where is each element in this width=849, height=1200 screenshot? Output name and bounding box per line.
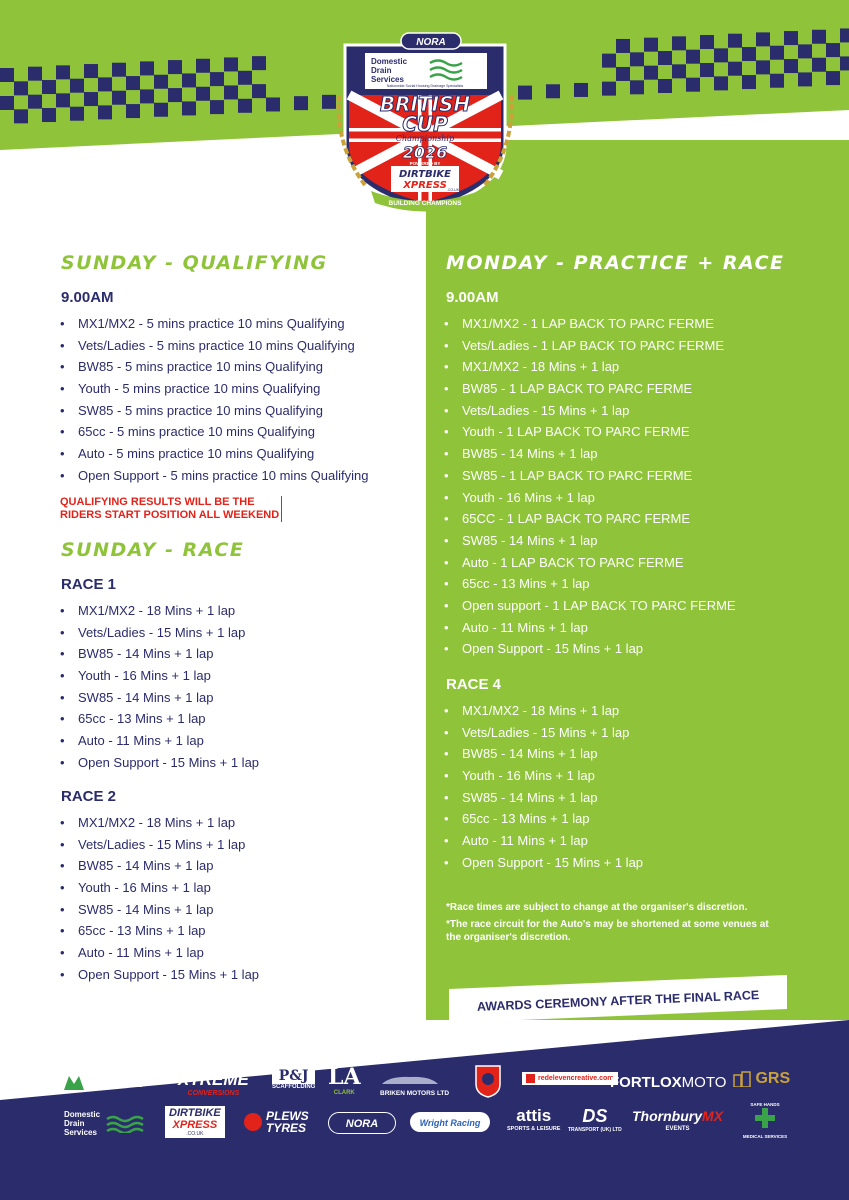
merlo-icon <box>64 1076 84 1090</box>
sponsor-dkt-crest <box>474 1064 502 1103</box>
medical-cross-icon <box>754 1107 776 1129</box>
list-item: • Auto - 11 Mins + 1 lap <box>60 730 259 752</box>
sunday-qualifying-time: 9.00AM <box>61 289 114 306</box>
race4-label: RACE 4 <box>446 676 502 693</box>
sponsor-domestic-drain <box>64 1110 144 1137</box>
sponsor-xtreme <box>178 1070 249 1097</box>
list-item: • SW85 - 14 Mins + 1 lap <box>60 687 259 709</box>
list-item: • Vets/Ladies - 15 Mins + 1 lap <box>60 834 259 856</box>
logo-sponsor-line2: Drain <box>371 66 392 75</box>
pj-sub: SCAFFOLDING <box>272 1084 316 1090</box>
list-item: • Auto - 11 Mins + 1 lap <box>60 942 259 964</box>
briken-car-icon <box>380 1075 440 1085</box>
logo-sponsor-line1: Domestic <box>371 57 408 66</box>
checker-square <box>224 57 238 71</box>
sponsor-merlo <box>64 1074 146 1092</box>
sponsor-attis <box>507 1106 560 1132</box>
list-item: • SW85 - 14 Mins + 1 lap <box>444 787 643 809</box>
checker-square <box>126 104 140 118</box>
list-item: • BW85 - 1 LAP BACK TO PARC FERME <box>444 378 736 400</box>
checker-square <box>826 43 840 57</box>
sponsor-dirtbike-xpress <box>165 1106 225 1138</box>
logo-banner: BUILDING CHAMPIONS <box>388 200 462 207</box>
xtreme-sub: CONVERSIONS <box>187 1090 240 1097</box>
list-item: • Open Support - 15 Mins + 1 lap <box>60 752 259 774</box>
logo-championship: Championship <box>395 134 455 143</box>
dbx-dirtbike: DIRTBIKE <box>169 1107 221 1119</box>
sponsor-plews <box>244 1110 309 1134</box>
safe-hands-text: SAFE HANDS <box>750 1102 780 1107</box>
checker-square <box>126 76 140 90</box>
list-item: • MX1/MX2 - 18 Mins + 1 lap <box>444 356 736 378</box>
sponsor-la-clark <box>328 1064 361 1096</box>
nora-text: NORA <box>345 1118 379 1130</box>
checker-square <box>14 81 28 95</box>
checker-square <box>154 75 168 89</box>
logo-powered-by: POWERED BY <box>409 161 441 166</box>
checker-square <box>182 73 196 87</box>
dds-line1: Domestic <box>64 1110 101 1119</box>
dds-wave-icon <box>106 1115 144 1133</box>
list-item: • 65cc - 13 Mins + 1 lap <box>60 708 259 730</box>
fortlox-moto-text: MOTO <box>681 1074 727 1091</box>
awards-text: AWARDS CEREMONY AFTER THE FINAL RACE <box>476 988 760 1014</box>
list-item: • SW85 - 14 Mins + 1 lap <box>444 530 736 552</box>
checker-square <box>770 74 784 88</box>
la-text: LA <box>328 1064 361 1090</box>
list-item: • MX1/MX2 - 18 Mins + 1 lap <box>444 700 643 722</box>
checker-square <box>98 77 112 91</box>
list-item: • Open support - 1 LAP BACK TO PARC FERME <box>444 595 736 617</box>
list-item: • Vets/Ladies - 15 Mins + 1 lap <box>444 400 736 422</box>
thornbury-sub: EVENTS <box>665 1126 690 1132</box>
fortlox-text: FORTLOX <box>610 1074 682 1091</box>
checker-square <box>770 46 784 60</box>
list-item: • Youth - 5 mins practice 10 mins Qualifying <box>60 378 368 400</box>
race1-label: RACE 1 <box>61 576 117 593</box>
wright-text: Wright Racing <box>419 1118 481 1128</box>
sunday-qualifying-list <box>60 313 368 487</box>
checker-square <box>112 91 126 105</box>
sponsor-logos <box>0 1060 849 1200</box>
list-item: • Auto - 11 Mins + 1 lap <box>444 617 736 639</box>
list-item: • BW85 - 14 Mins + 1 lap <box>444 743 643 765</box>
checker-square <box>196 87 210 101</box>
logo-year: 2026 <box>402 143 448 162</box>
list-item: • Auto - 5 mins practice 10 mins Qualifying <box>60 443 368 465</box>
checker-square <box>686 78 700 92</box>
checker-square <box>784 59 798 73</box>
checker-square <box>784 31 798 45</box>
checker-square <box>182 101 196 115</box>
list-item: • MX1/MX2 - 1 LAP BACK TO PARC FERME <box>444 313 736 335</box>
list-item: • Youth - 1 LAP BACK TO PARC FERME <box>444 421 736 443</box>
list-item: • Vets/Ladies - 15 Mins + 1 lap <box>60 622 259 644</box>
logo-title-cup: CUP <box>402 112 448 136</box>
checker-square <box>84 64 98 78</box>
checker-square <box>140 89 154 103</box>
list-item: • 65cc - 13 Mins + 1 lap <box>60 920 259 942</box>
thornbury-text: Thornbury <box>632 1108 702 1124</box>
list-item: • MX1/MX2 - 18 Mins + 1 lap <box>60 600 259 622</box>
monday-list <box>444 313 736 660</box>
dbx-xpress: XPRESS <box>172 1119 218 1131</box>
sponsor-nora <box>328 1112 396 1134</box>
checker-square <box>0 96 14 110</box>
checker-square <box>728 62 742 76</box>
dds-line2: Drain <box>64 1119 85 1128</box>
checker-square <box>812 30 826 44</box>
checker-square <box>322 95 336 109</box>
qualifying-note-line2: RIDERS START POSITION ALL WEEKEND <box>60 509 280 521</box>
checker-square <box>616 67 630 81</box>
redeleven-icon <box>526 1074 535 1083</box>
list-item: • Youth - 16 Mins + 1 lap <box>444 765 643 787</box>
monday-title: MONDAY - PRACTICE + RACE <box>446 252 785 274</box>
checker-square <box>728 34 742 48</box>
race4-list <box>444 700 643 874</box>
checker-square <box>798 72 812 86</box>
checker-square <box>546 84 560 98</box>
list-item: • BW85 - 14 Mins + 1 lap <box>444 443 736 465</box>
grs-building-icon <box>733 1071 751 1087</box>
checker-square <box>98 105 112 119</box>
checker-square <box>112 63 126 77</box>
checker-square <box>42 80 56 94</box>
footnote-race-times: *Race times are subject to change at the organiser's discretion. <box>446 902 748 913</box>
list-item: • SW85 - 1 LAP BACK TO PARC FERME <box>444 465 736 487</box>
list-item: • 65cc - 13 Mins + 1 lap <box>444 808 643 830</box>
checker-square <box>798 44 812 58</box>
checker-square <box>294 96 308 110</box>
list-item: • Vets/Ladies - 5 mins practice 10 mins Qualifying <box>60 335 368 357</box>
pj-text: P&J <box>272 1068 315 1084</box>
checker-square <box>574 83 588 97</box>
footnote-auto-circuit: *The race circuit for the Auto's may be shortened at some venues at the organiser's discretion. <box>446 919 769 943</box>
list-item: • Youth - 16 Mins + 1 lap <box>444 487 736 509</box>
checker-square <box>238 71 252 85</box>
list-item: • BW85 - 5 mins practice 10 mins Qualifying <box>60 356 368 378</box>
list-item: • 65cc - 13 Mins + 1 lap <box>444 573 736 595</box>
checker-square <box>70 79 84 93</box>
ds-sub: TRANSPORT (UK) LTD <box>568 1127 622 1133</box>
sponsor-pj <box>272 1068 315 1090</box>
checker-square <box>658 51 672 65</box>
list-item: • Youth - 16 Mins + 1 lap <box>60 665 259 687</box>
checker-square <box>812 58 826 72</box>
checker-square <box>658 79 672 93</box>
monday-time: 9.00AM <box>446 289 499 306</box>
checker-square <box>644 38 658 52</box>
checker-square <box>210 100 224 114</box>
checker-square <box>742 75 756 89</box>
checker-square <box>518 86 532 100</box>
checker-square <box>266 97 280 111</box>
la-sub: CLARK <box>333 1090 355 1096</box>
qualifying-note <box>60 496 282 522</box>
list-item: • SW85 - 5 mins practice 10 mins Qualifying <box>60 400 368 422</box>
checker-square <box>714 48 728 62</box>
checker-square <box>840 56 849 70</box>
dds-line3: Services <box>64 1128 97 1137</box>
checker-square <box>602 54 616 68</box>
thornbury-mx-text: MX <box>702 1108 723 1124</box>
sponsor-briken <box>380 1072 449 1097</box>
checker-square <box>28 95 42 109</box>
list-item: • Open Support - 15 Mins + 1 lap <box>60 964 259 986</box>
list-item: • BW85 - 14 Mins + 1 lap <box>60 855 259 877</box>
checker-square <box>28 67 42 81</box>
logo-xpress: XPRESS <box>403 180 447 191</box>
merlo-text: MERLO <box>88 1074 147 1091</box>
race1-list <box>60 600 259 774</box>
logo-nora-text: NORA <box>416 37 446 48</box>
list-item: • MX1/MX2 - 18 Mins + 1 lap <box>60 812 259 834</box>
checker-square <box>756 32 770 46</box>
checker-square <box>70 107 84 121</box>
checker-square <box>630 80 644 94</box>
sponsor-redeleven <box>522 1072 618 1085</box>
checker-square <box>644 66 658 80</box>
list-item: • Auto - 1 LAP BACK TO PARC FERME <box>444 552 736 574</box>
list-item: • Open Support - 5 mins practice 10 mins Qualifying <box>60 465 368 487</box>
british-cup-logo <box>335 25 515 215</box>
sponsor-grs <box>733 1070 790 1088</box>
attis-text: attis <box>516 1106 552 1125</box>
crest-icon <box>474 1064 502 1098</box>
checker-square <box>672 64 686 78</box>
qualifying-note-line1: QUALIFYING RESULTS WILL BE THE <box>60 496 255 508</box>
list-item: • Auto - 11 Mins + 1 lap <box>444 830 643 852</box>
checker-square <box>14 109 28 123</box>
briken-text: BRIKEN MOTORS LTD <box>380 1090 450 1097</box>
list-item: • Youth - 16 Mins + 1 lap <box>60 877 259 899</box>
checker-square <box>616 39 630 53</box>
xtreme-text: XTREME <box>178 1070 249 1089</box>
plews-text: PLEWS <box>266 1109 309 1123</box>
logo-title-british: BRITISH <box>379 92 471 116</box>
checker-square <box>168 88 182 102</box>
sponsor-wright-racing <box>410 1112 490 1132</box>
checker-square <box>630 52 644 66</box>
list-item: • BW85 - 14 Mins + 1 lap <box>60 643 259 665</box>
sunday-qualifying-title: SUNDAY - QUALIFYING <box>61 252 328 274</box>
checker-square <box>140 61 154 75</box>
checker-square <box>840 28 849 42</box>
checker-square <box>252 56 266 70</box>
list-item: • Vets/Ladies - 1 LAP BACK TO PARC FERME <box>444 335 736 357</box>
logo-sponsor-tag: Nationwide Social Housing Drainage Specialists <box>386 84 464 88</box>
checker-square <box>602 82 616 96</box>
checker-square <box>826 71 840 85</box>
grs-text: GRS <box>755 1070 791 1087</box>
sponsor-thornbury <box>632 1108 723 1132</box>
list-item: • SW85 - 14 Mins + 1 lap <box>60 899 259 921</box>
checker-square <box>168 60 182 74</box>
checker-square <box>224 85 238 99</box>
list-item: • MX1/MX2 - 5 mins practice 10 mins Qualifying <box>60 313 368 335</box>
checker-square <box>238 99 252 113</box>
checker-square <box>700 35 714 49</box>
checker-square <box>84 92 98 106</box>
list-item: • Open Support - 15 Mins + 1 lap <box>444 638 736 660</box>
checker-square <box>56 65 70 79</box>
plews-tyres-text: TYRES <box>266 1121 307 1135</box>
sponsor-fortlox <box>610 1074 726 1092</box>
list-item: • Vets/Ladies - 15 Mins + 1 lap <box>444 722 643 744</box>
checker-square <box>742 47 756 61</box>
logo-sponsor-line3: Services <box>371 75 404 84</box>
checker-square <box>252 84 266 98</box>
sunday-race-title: SUNDAY - RACE <box>61 539 245 561</box>
checker-square <box>210 72 224 86</box>
attis-sub: SPORTS & LEISURE <box>507 1126 561 1132</box>
checker-square <box>700 63 714 77</box>
ds-text: DS <box>582 1106 608 1126</box>
logo-dirtbike: DIRTBIKE <box>398 169 452 180</box>
checker-square <box>714 76 728 90</box>
race2-label: RACE 2 <box>61 788 117 805</box>
awards-banner <box>449 975 787 1023</box>
checker-square <box>0 68 14 82</box>
sponsor-safe-hands <box>737 1102 793 1139</box>
checker-square <box>42 108 56 122</box>
plews-icon <box>244 1113 262 1131</box>
checker-square <box>686 50 700 64</box>
checker-square <box>672 36 686 50</box>
race2-list <box>60 812 259 986</box>
list-item: • 65cc - 5 mins practice 10 mins Qualifying <box>60 421 368 443</box>
checker-square <box>196 59 210 73</box>
checker-square <box>154 103 168 117</box>
redeleven-text: redelevencreative.com <box>538 1075 614 1082</box>
sponsor-ds <box>568 1106 622 1133</box>
list-item: • Open Support - 15 Mins + 1 lap <box>444 852 643 874</box>
checker-square <box>56 93 70 107</box>
logo-couk: .CO.UK <box>446 188 460 192</box>
dbx-couk: .CO.UK <box>186 1131 204 1137</box>
checker-square <box>756 60 770 74</box>
list-item: • 65CC - 1 LAP BACK TO PARC FERME <box>444 508 736 530</box>
medical-services-text: MEDICAL SERVICES <box>742 1134 788 1139</box>
